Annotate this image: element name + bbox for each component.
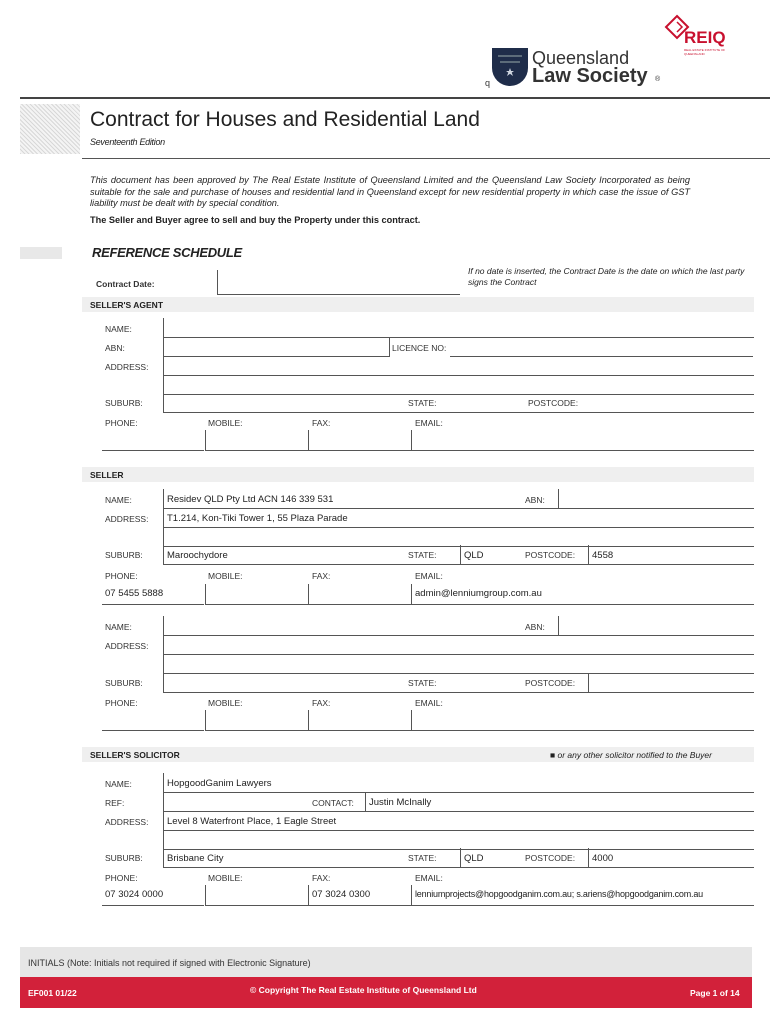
seller2-mobile-field[interactable] [205,710,308,731]
solicitor-state-divider [460,848,461,867]
seller2-postcode-divider [588,673,589,692]
seller2-state-label: STATE: [408,678,437,688]
header-hatch [20,104,80,154]
agent-licence-field[interactable] [450,337,753,357]
solicitor-contact-label: CONTACT: [312,798,354,808]
solicitor-address: Level 8 Waterfront Place, 1 Eagle Street [167,816,337,827]
reiq-logo [660,14,760,64]
solicitor-phone-label: PHONE: [105,873,138,883]
qls-name-line2: Law Society [532,65,648,87]
seller1-state: QLD [464,550,484,561]
agent-fax-label: FAX: [312,418,331,428]
seller2-address-label: ADDRESS: [105,641,149,651]
seller2-abn-field[interactable] [558,616,754,636]
edition: Seventeenth Edition [90,137,165,147]
solicitor-email: lenniumprojects@hopgoodganim.com.au; s.ariens@hopgoodganim.com.au [415,889,703,899]
solicitor-suburb: Brisbane City [167,853,224,864]
seller1-email: admin@lenniumgroup.com.au [415,588,542,599]
solicitor-note: ■ or any other solicitor notified to the Buyer [550,750,712,760]
solicitor-mobile-label: MOBILE: [208,873,243,883]
seller2-abn-label: ABN: [525,622,545,632]
seller1-suburb-label: SUBURB: [105,550,143,560]
solicitor-email-label: EMAIL: [415,873,443,883]
seller2-suburb-label: SUBURB: [105,678,143,688]
copyright: © Copyright The Real Estate Institute of Queensland Ltd [250,985,477,995]
qls-shield-icon [492,48,528,86]
agent-suburb-field[interactable] [163,393,754,413]
agent-address-field-1[interactable] [163,356,754,376]
header-rule-top [20,97,770,99]
seller1-abn-label: ABN: [525,495,545,505]
seller2-name-label: NAME: [105,622,132,632]
seller2-fax-label: FAX: [312,698,331,708]
agent-heading: SELLER'S AGENT [90,300,164,310]
qls-name-line1: Queensland [532,48,630,68]
agent-abn-label: ABN: [105,343,125,353]
agent-email-field[interactable] [411,430,754,451]
seller2-address-field-2[interactable] [163,654,754,674]
seller1-fax-field[interactable] [308,584,411,605]
page-number: Page 1 of 14 [690,988,740,998]
seller1-email-label: EMAIL: [415,571,443,581]
solicitor-address-label: ADDRESS: [105,817,149,827]
solicitor-phone: 07 3024 0000 [105,889,164,900]
contract-date-field[interactable] [217,270,460,295]
schedule-heading: REFERENCE SCHEDULE [92,245,242,260]
solicitor-fax: 07 3024 0300 [312,889,371,900]
solicitor-suburb-field[interactable] [163,848,754,868]
qls-registered-mark: ® [655,76,661,83]
solicitor-suburb-label: SUBURB: [105,853,143,863]
solicitor-contact-divider [365,792,366,811]
agent-postcode-label: POSTCODE: [528,398,579,408]
schedule-bar [20,247,62,259]
seller1-mobile-label: MOBILE: [208,571,243,581]
solicitor-state-label: STATE: [408,853,437,863]
agent-email-label: EMAIL: [415,418,443,428]
solicitor-heading: SELLER'S SOLICITOR [90,750,180,760]
seller1-postcode: 4558 [592,550,614,561]
seller1-state-divider [460,545,461,564]
seller1-name-label: NAME: [105,495,132,505]
solicitor-postcode-divider [588,848,589,867]
seller1-postcode-divider [588,545,589,564]
seller-heading: SELLER [90,470,124,480]
seller1-address: T1.214, Kon-Tiki Tower 1, 55 Plaza Parade [167,513,348,524]
seller2-phone-field[interactable] [102,710,204,731]
seller-section-bar [82,467,754,482]
intro-text: This document has been approved by The Real Estate Institute of Queensland Limited and the Queensland Law Society Incorporated as being suitable for the sale and purchase of houses and residential land in Queensland except for new residential property in which case the issue of GST liability must be dealt with by special condition. [90,175,690,208]
solicitor-address-field-2[interactable] [163,830,754,850]
agent-abn-field[interactable] [163,337,390,357]
contract-date-label: Contract Date: [96,279,155,289]
form-code: EF001 01/22 [28,988,77,998]
seller1-phone: 07 5455 5888 [105,588,164,599]
seller2-email-field[interactable] [411,710,754,731]
seller1-suburb-field[interactable] [163,545,754,565]
seller2-suburb-field[interactable] [163,673,754,693]
solicitor-state: QLD [464,853,484,864]
agent-address-label: ADDRESS: [105,362,149,372]
agent-name-field[interactable] [163,318,754,338]
page-title: Contract for Houses and Residential Land [90,108,480,131]
solicitor-ref-label: REF: [105,798,125,808]
contract-date-note: If no date is inserted, the Contract Date is the date on which the last party signs the Contract [468,266,745,287]
agent-section-bar [82,297,754,312]
seller1-address-field-2[interactable] [163,527,754,547]
solicitor-postcode: 4000 [592,853,614,864]
reiq-text: REIQ [684,28,726,47]
seller1-postcode-label: POSTCODE: [525,550,576,560]
qls-logo [492,46,672,90]
solicitor-name: HopgoodGanim Lawyers [167,778,272,789]
agent-name-label: NAME: [105,324,132,334]
agent-licence-divider [389,337,390,356]
seller1-suburb: Maroochydore [167,550,228,561]
seller1-state-label: STATE: [408,550,437,560]
reiq-subtitle: REAL ESTATE INSTITUTE OF QUEENSLAND [684,48,726,56]
agent-phone-field[interactable] [102,430,204,451]
seller1-mobile-field[interactable] [205,584,308,605]
initials-note: INITIALS (Note: Initials not required if signed with Electronic Signature) [28,958,311,968]
agent-suburb-label: SUBURB: [105,398,143,408]
agent-mobile-label: MOBILE: [208,418,243,428]
solicitor-mobile-field[interactable] [205,885,308,906]
seller2-postcode-label: POSTCODE: [525,678,576,688]
seller1-fax-label: FAX: [312,571,331,581]
seller1-address-label: ADDRESS: [105,514,149,524]
agent-phone-label: PHONE: [105,418,138,428]
solicitor-name-label: NAME: [105,779,132,789]
seller2-email-label: EMAIL: [415,698,443,708]
seller2-phone-label: PHONE: [105,698,138,708]
seller1-abn-field[interactable] [558,489,754,509]
q-glyph: q [485,78,491,88]
seller2-fax-field[interactable] [308,710,411,731]
agent-state-label: STATE: [408,398,437,408]
seller1-name: Residev QLD Pty Ltd ACN 146 339 531 [167,494,334,505]
seller2-mobile-label: MOBILE: [208,698,243,708]
solicitor-ref-field[interactable] [163,792,754,812]
header-rule-bottom [82,158,770,159]
agent-licence-label: LICENCE NO: [392,343,447,353]
solicitor-fax-label: FAX: [312,873,331,883]
seller1-phone-label: PHONE: [105,571,138,581]
solicitor-postcode-label: POSTCODE: [525,853,576,863]
solicitor-contact: Justin McInally [369,797,432,808]
agree-text: The Seller and Buyer agree to sell and buy the Property under this contract. [90,215,421,225]
agent-mobile-field[interactable] [205,430,308,451]
seller2-name-field[interactable] [163,616,559,636]
agent-fax-field[interactable] [308,430,411,451]
agent-address-field-2[interactable] [163,375,754,395]
seller2-address-field-1[interactable] [163,635,754,655]
